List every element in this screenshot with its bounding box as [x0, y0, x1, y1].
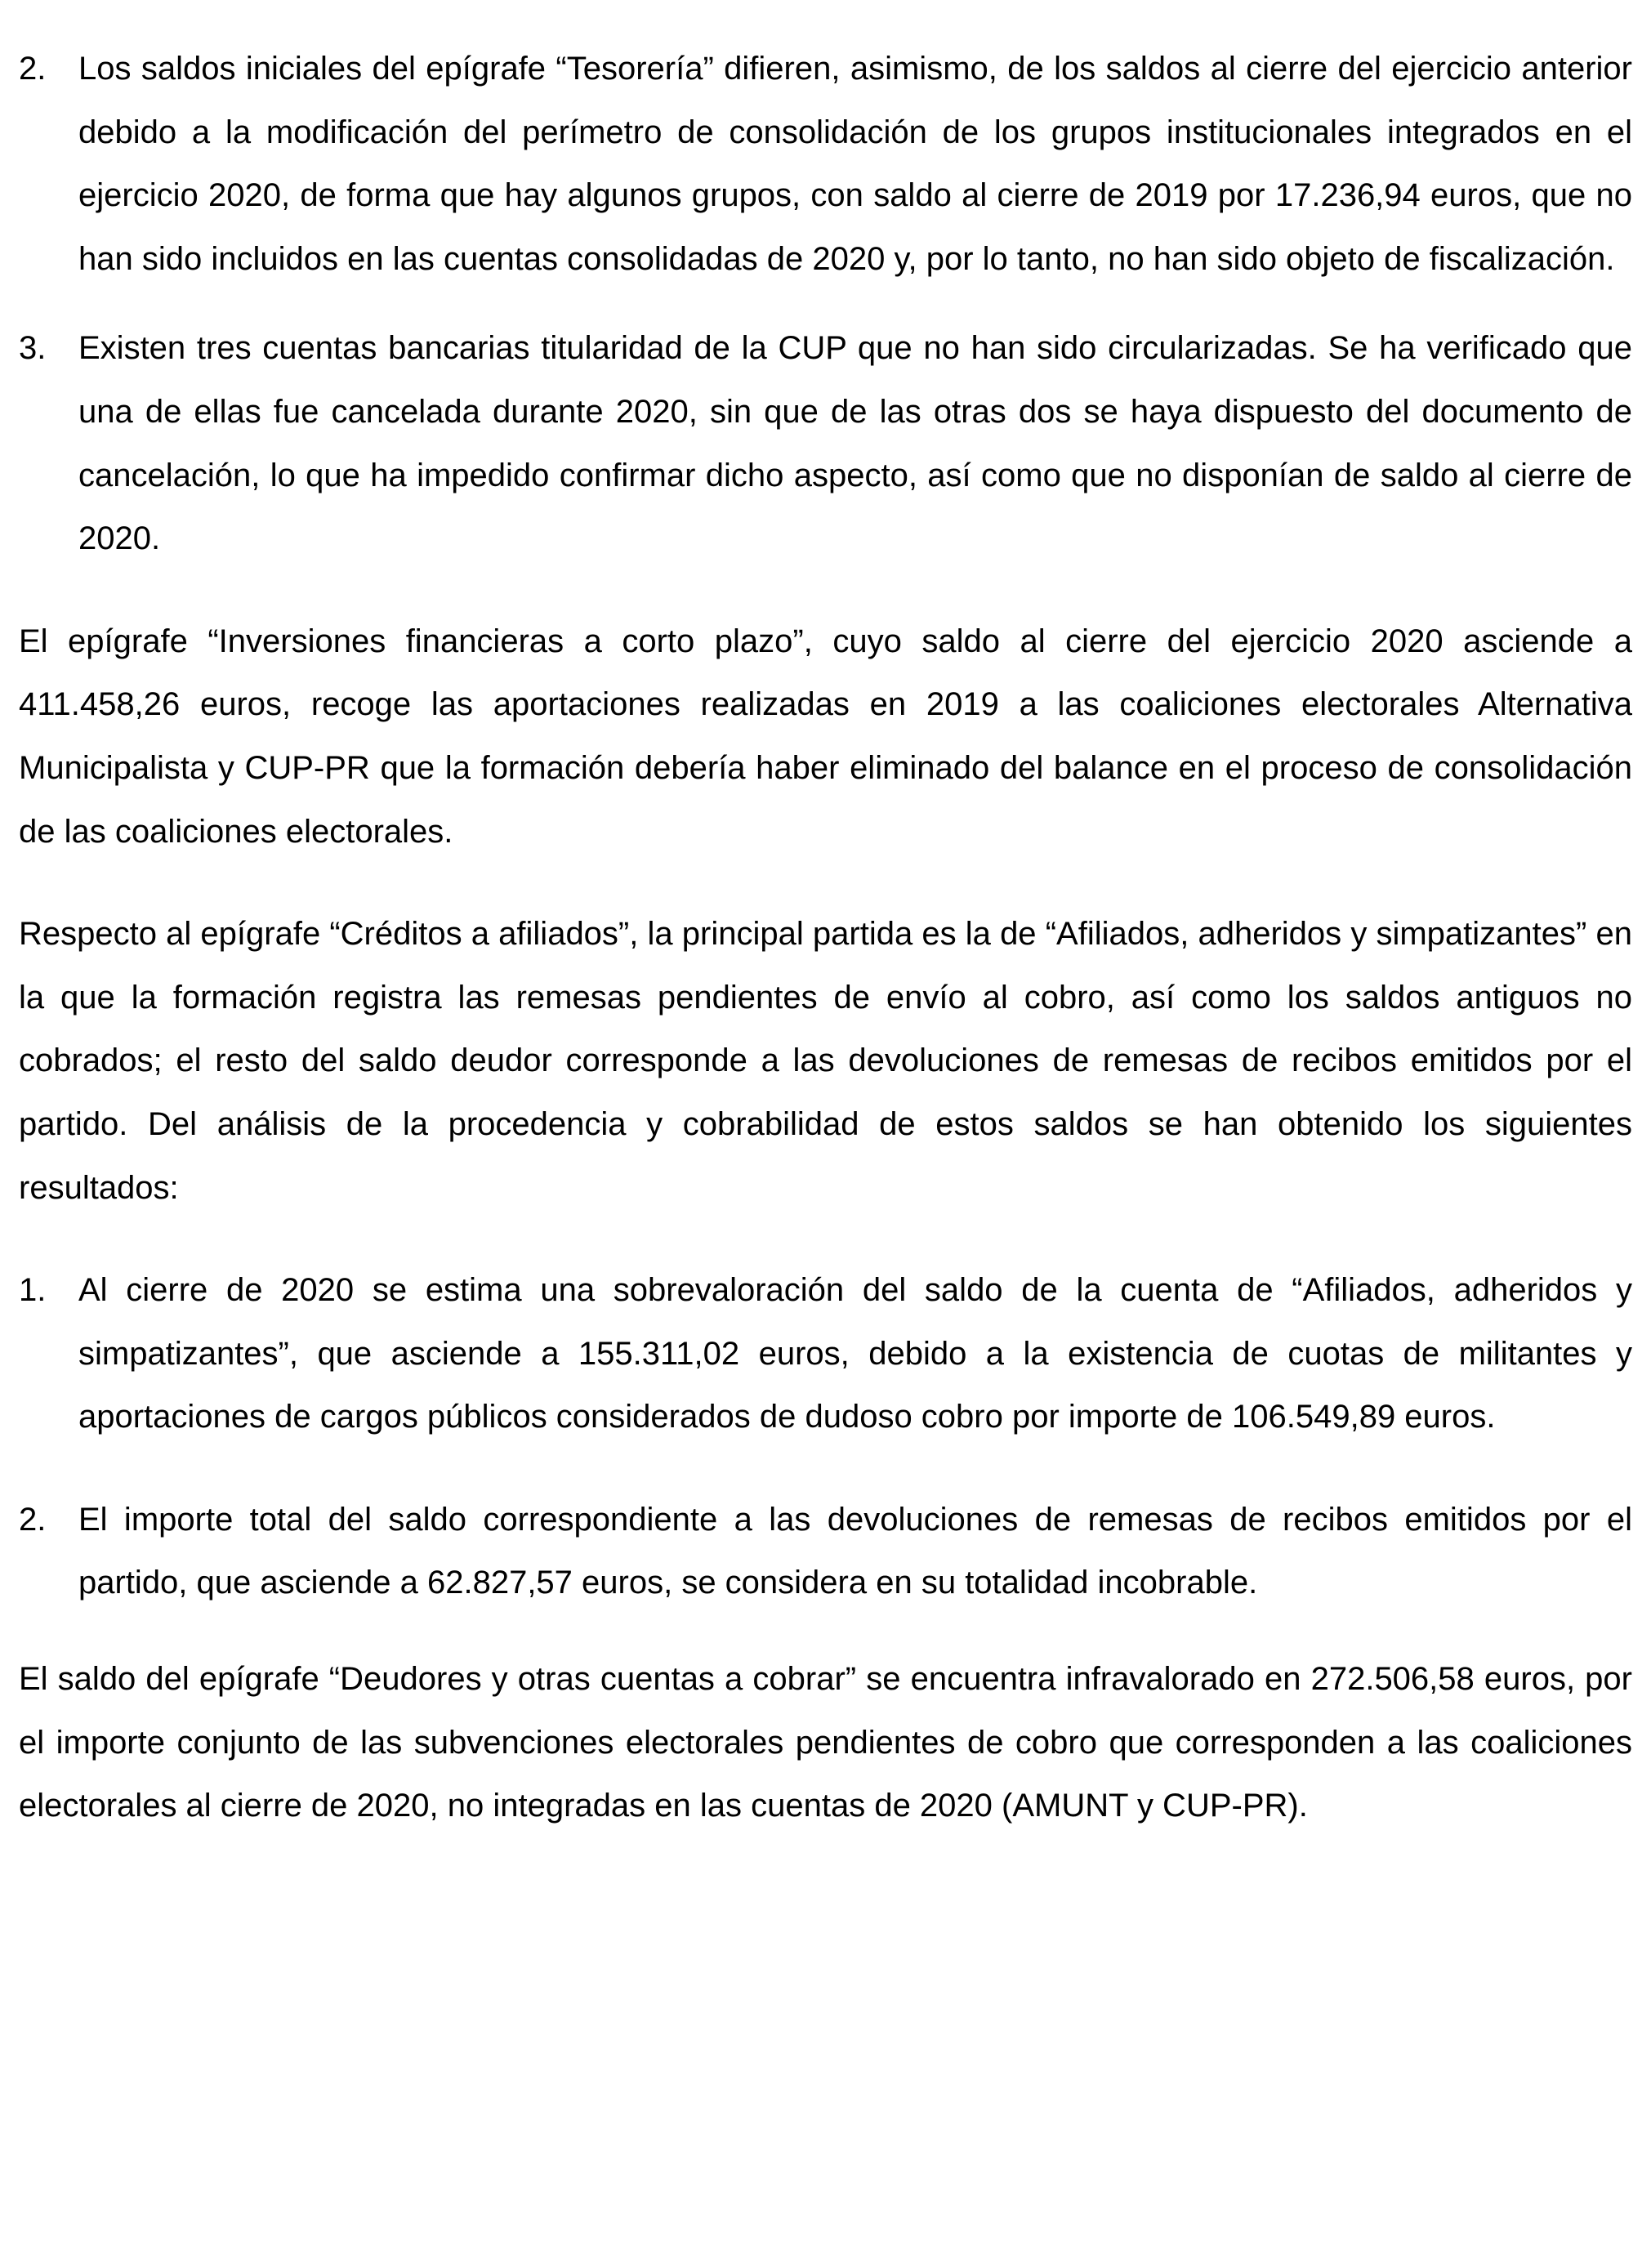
- list-item-text: Al cierre de 2020 se estima una sobrevaloración del saldo de la cuenta de “Afiliados, adheridos y simpatizantes”, que asciende a 155.311,02 euros, debido a la existencia de cuotas de militantes y aportaciones de cargos públicos considerados de dudoso cobro por importe de 106.549,89 euros.: [78, 1272, 1632, 1435]
- list-item-text: Los saldos iniciales del epígrafe “Tesorería” difieren, asimismo, de los saldos al cierre del ejercicio anterior debido a la modificación del perímetro de consolidación de los grupos institucionales integrados en el ejercicio 2020, de forma que hay algunos grupos, con saldo al cierre de 2019 por 17.236,94 euros, que no han sido incluidos en las cuentas consolidadas de 2020 y, por lo tanto, no han sido objeto de fiscalización.: [78, 51, 1632, 277]
- list-item-sobrevaloracion: [19, 1259, 1632, 1449]
- paragraph-inversiones-financieras: El epígrafe “Inversiones financieras a corto plazo”, cuyo saldo al cierre del ejercicio 2020 asciende a 411.458,26 euros, recoge las aportaciones realizadas en 2019 a las coaliciones electorales Alternativa Municipalista y CUP-PR que la formación debería haber eliminado del balance en el proceso de consolidación de las coaliciones electorales.: [19, 623, 1632, 850]
- list-number: 2.: [19, 1501, 47, 1538]
- list-item-text: Existen tres cuentas bancarias titularidad de la CUP que no han sido circularizadas. Se ha verificado que una de ellas fue cancelada durante 2020, sin que de las otras dos se haya dispuesto del documento de cancelación, lo que ha impedido confirmar dicho aspecto, así como que no disponían de saldo al cierre de 2020.: [78, 330, 1632, 557]
- paragraph-creditos-afiliados: Respecto al epígrafe “Créditos a afiliados”, la principal partida es la de “Afiliados, adheridos y simpatizantes” en la que la formación registra las remesas pendientes de envío al cobro, así como los saldos antiguos no cobrados; el resto del saldo deudor corresponde a las devoluciones de remesas de recibos emitidos por el partido. Del análisis de la procedencia y cobrabilidad de estos saldos se han obtenido los siguientes resultados:: [19, 916, 1632, 1206]
- document-page: [19, 38, 1632, 1838]
- list-item-devoluciones: [19, 1489, 1632, 1615]
- list-number: 2.: [19, 51, 47, 87]
- list-item-cuentas-bancarias: [19, 317, 1632, 570]
- list-item-tesoreria: [19, 38, 1632, 291]
- list-number: 1.: [19, 1272, 47, 1309]
- paragraph-deudores: El saldo del epígrafe “Deudores y otras cuentas a cobrar” se encuentra infravalorado en 272.506,58 euros, por el importe conjunto de las subvenciones electorales pendientes de cobro que corresponden a las coaliciones electorales al cierre de 2020, no integradas en las cuentas de 2020 (AMUNT y CUP-PR).: [19, 1661, 1632, 1824]
- list-item-text: El importe total del saldo correspondiente a las devoluciones de remesas de recibos emitidos por el partido, que asciende a 62.827,57 euros, se considera en su totalidad incobrable.: [78, 1501, 1632, 1601]
- list-number: 3.: [19, 330, 47, 367]
